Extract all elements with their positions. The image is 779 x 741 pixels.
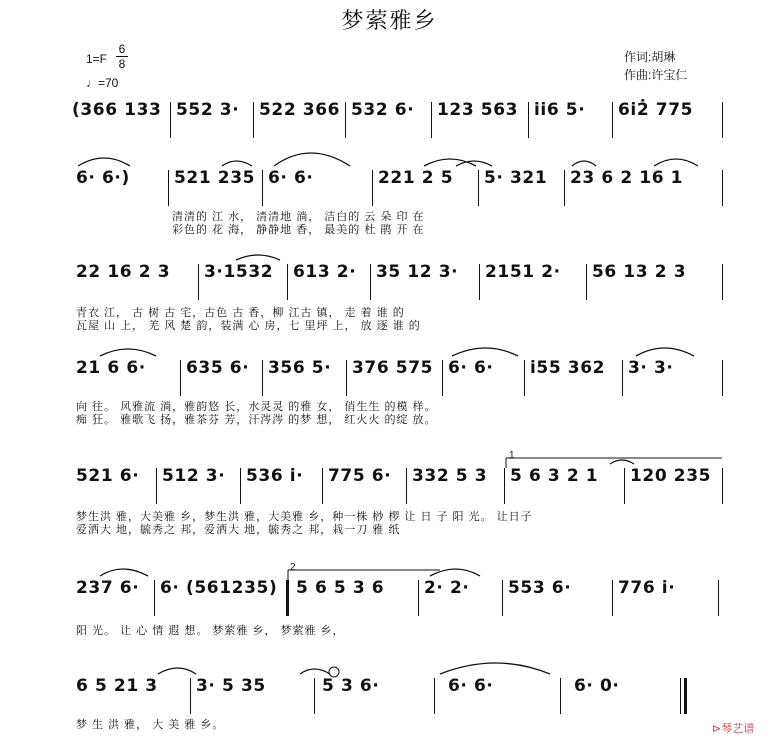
tie-arc <box>636 348 694 356</box>
measure: 332 5 3 <box>412 466 488 486</box>
lyric-line: 瓦屋 山 上， 羌 风 楚 韵，装满 心 房，七 里坪 上， 放 逐 谁 的 <box>76 320 421 332</box>
brand-logo-icon: ⊳ <box>712 723 722 735</box>
measure: 237 6· <box>76 578 140 598</box>
lyric-line: 痴 狂。 雅歌飞 扬，雅茶芬 芳，汗涔涔 的梦 想， 红火火 的绽 放。 <box>76 414 437 426</box>
time-signature-numerator: 6 <box>118 42 126 56</box>
tie-arc <box>572 161 596 166</box>
tie-arc <box>452 348 518 356</box>
measure: 120 235 <box>630 466 712 486</box>
tempo-value: =70 <box>98 76 119 90</box>
measure: 6 5 21 3 <box>76 676 158 696</box>
tie-arc <box>100 569 148 576</box>
page-title: 梦萦雅乡 <box>341 8 438 33</box>
lyric-line: 梦 生 洪 雅， 大 美 雅 乡。 <box>76 719 225 731</box>
measure: (366 133 <box>72 100 162 120</box>
measure: 3· 3· <box>628 358 674 378</box>
tie-arc <box>100 349 156 356</box>
quarter-note-icon: ♩ <box>86 76 98 90</box>
tie-arc <box>274 153 350 166</box>
measure: 2151 2· <box>485 262 561 282</box>
tie-arc <box>300 669 330 674</box>
measure: 123 563 <box>437 100 519 120</box>
measure: 376 575 <box>352 358 434 378</box>
measure: 613 2· <box>293 262 357 282</box>
lyricist-credit: 作词:胡琳 <box>624 50 676 64</box>
lyric-line: 彩色的 花 海， 静静地 香， 最美的 杜 鹃 开 在 <box>172 224 425 236</box>
measure: 3·1532 <box>204 262 274 282</box>
measure: 6· 6· <box>448 676 494 696</box>
measure: 5 6 3 2 1 <box>510 466 599 486</box>
measure: 35 12 3· <box>376 262 459 282</box>
lyric-line: 青衣 江， 古 树 古 宅，古色 古 香，柳 江古 镇， 走 着 谁 的 <box>76 307 405 319</box>
measure: 6· 6· <box>268 168 314 188</box>
measure: 532 6· <box>351 100 415 120</box>
measure: 536 i̇· <box>246 466 304 486</box>
measure: 6· (561235) <box>160 578 278 598</box>
lyric-line: 梦生洪 雅，大美雅 乡，梦生洪 雅，大美雅 乡，种一株 桫 椤 让 日 子 阳 光。 让日子 <box>76 511 533 523</box>
key-signature: 1=F <box>86 52 108 66</box>
measure: 6i̇2̇ 775 <box>618 100 694 120</box>
measure: i̇55 362 <box>530 358 606 378</box>
measure: 356 5· <box>268 358 332 378</box>
composer-credit: 作曲:许宝仁 <box>624 68 688 82</box>
fermata-icon <box>329 667 339 677</box>
measure: 21 6 6· <box>76 358 146 378</box>
lyric-line: 清清的 江 水， 清清地 淌， 洁白的 云 朵 印 在 <box>172 211 425 223</box>
tie-arc <box>222 161 252 166</box>
brand-name: 琴艺谱 <box>721 723 755 735</box>
measure: i̇i̇6 5· <box>534 100 586 120</box>
measure: 5· 321 <box>484 168 548 188</box>
measure: 5 3 6· <box>322 676 380 696</box>
time-signature-denominator: 8 <box>116 56 128 71</box>
measure: 56 13 2 3 <box>592 262 687 282</box>
tie-arc <box>236 255 280 260</box>
tie-arc <box>610 460 634 464</box>
brand-watermark <box>712 720 754 736</box>
measure: 553 6· <box>508 578 572 598</box>
tie-arc <box>654 159 698 166</box>
measure: 2· 2· <box>424 578 470 598</box>
lyric-line: 爱洒大 地，毓秀之 邦，爱洒大 地，毓秀之 邦，栽一刀 雅 纸 <box>76 524 401 536</box>
measure: 775 6· <box>328 466 392 486</box>
measure: 6· 6· <box>448 358 494 378</box>
tie-arc <box>440 663 550 674</box>
tie-arc <box>78 158 130 166</box>
tie-arc <box>158 668 196 674</box>
measure: 3· 5 35 <box>196 676 266 696</box>
measure: 635 6· <box>186 358 250 378</box>
lyric-line: 阳 光。 让 心 情 遐 想。 梦萦雅 乡， 梦萦雅 乡， <box>76 625 345 637</box>
measure: 512 3· <box>162 466 226 486</box>
measure: 22 16 2 3 <box>76 262 171 282</box>
lyric-line: 向 往。 风雅流 淌，雅韵悠 长，水灵灵 的雅 女， 俏生生 的模 样。 <box>76 401 437 413</box>
tie-arc <box>424 159 476 166</box>
measure: 23 6 2 16 1 <box>570 168 684 188</box>
volta-2-label: 2 <box>290 562 296 573</box>
measure: 552 3· <box>176 100 240 120</box>
measure: 6· 6·) <box>76 168 130 188</box>
measure: 221 2 5 <box>378 168 454 188</box>
measure: 6· 0· <box>574 676 620 696</box>
measure: 5 6 5 3 6 <box>296 578 385 598</box>
measure: 776 i̇· <box>618 578 676 598</box>
volta-1-label: 1 <box>509 450 515 461</box>
measure: 521 235 <box>174 168 256 188</box>
measure: 521 6· <box>76 466 140 486</box>
measure: 522 366 <box>259 100 341 120</box>
